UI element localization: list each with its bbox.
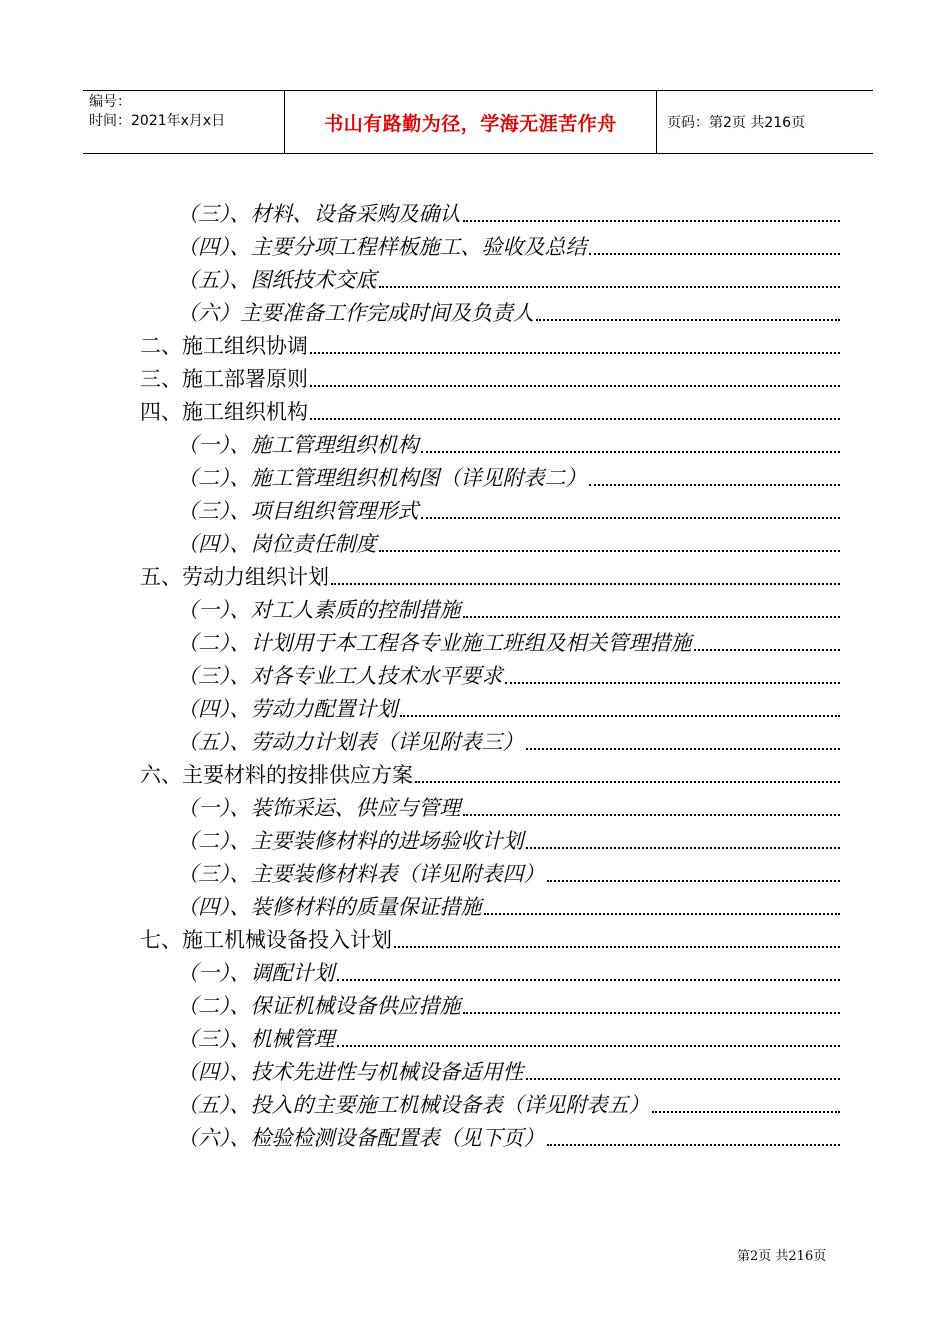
toc-entry-title: （一）、调配计划	[177, 961, 335, 985]
toc-entry-title: 六、主要材料的按排供应方案	[140, 763, 413, 787]
toc-leader-dots	[310, 418, 840, 420]
toc-leader-dots	[652, 1111, 841, 1113]
toc-entry-title: （三）、主要装修材料表（详见附表四）	[177, 862, 545, 886]
toc-entry[interactable]	[140, 227, 840, 260]
toc-leader-dots	[421, 517, 841, 519]
toc-entry[interactable]	[140, 689, 840, 722]
toc-leader-dots	[484, 913, 841, 915]
page-footer: 第2页 共216页	[737, 1249, 827, 1264]
toc-entry[interactable]	[140, 1085, 840, 1118]
toc-leader-dots	[463, 616, 841, 618]
toc-leader-dots	[589, 484, 841, 486]
toc-entry[interactable]	[140, 821, 840, 854]
page-header	[83, 90, 873, 154]
toc-entry[interactable]	[140, 392, 840, 425]
toc-leader-dots	[547, 880, 841, 882]
toc-entry-title: （五）、图纸技术交底	[177, 268, 377, 292]
toc-entry-title: （四）、岗位责任制度	[177, 532, 377, 556]
toc-entry-title: （四）、主要分项工程样板施工、验收及总结	[177, 235, 587, 259]
toc-leader-dots	[463, 814, 841, 816]
toc-entry-title: （二）、主要装修材料的进场验收计划	[177, 829, 524, 853]
toc-leader-dots	[526, 1078, 841, 1080]
toc-entry-title: （三）、机械管理	[177, 1027, 335, 1051]
toc-entry[interactable]	[140, 623, 840, 656]
toc-entry[interactable]	[140, 854, 840, 887]
toc-entry-title: （二）、保证机械设备供应措施	[177, 994, 461, 1018]
toc-entry-title: （四）、劳动力配置计划	[177, 697, 398, 721]
toc-leader-dots	[337, 1045, 841, 1047]
toc-entry[interactable]	[140, 953, 840, 986]
toc-leader-dots	[421, 451, 841, 453]
toc-entry-title: （五）、劳动力计划表（详见附表三）	[177, 730, 524, 754]
toc-entry-title: （二）、计划用于本工程各专业施工班组及相关管理措施	[177, 631, 692, 655]
toc-entry-title: （一）、对工人素质的控制措施	[177, 598, 461, 622]
toc-entry[interactable]	[140, 458, 840, 491]
toc-entry[interactable]	[140, 887, 840, 920]
table-of-contents	[140, 194, 840, 1151]
toc-entry[interactable]	[140, 293, 840, 326]
toc-leader-dots	[505, 682, 841, 684]
toc-entry[interactable]	[140, 194, 840, 227]
toc-leader-dots	[536, 319, 840, 321]
toc-leader-dots	[694, 649, 841, 651]
toc-entry[interactable]	[140, 755, 840, 788]
toc-entry[interactable]	[140, 524, 840, 557]
toc-entry[interactable]	[140, 722, 840, 755]
toc-entry-title: 七、施工机械设备投入计划	[140, 928, 392, 952]
toc-leader-dots	[379, 286, 841, 288]
toc-entry[interactable]	[140, 1118, 840, 1151]
toc-leader-dots	[394, 946, 840, 948]
toc-entry-title: （六）主要准备工作完成时间及负责人	[177, 301, 534, 325]
toc-entry[interactable]	[140, 326, 840, 359]
toc-entry-title: （六）、检验检测设备配置表（见下页）	[177, 1126, 545, 1150]
toc-entry-title: （四）、技术先进性与机械设备适用性	[177, 1060, 524, 1084]
toc-leader-dots	[526, 847, 841, 849]
toc-leader-dots	[589, 253, 841, 255]
toc-leader-dots	[400, 715, 841, 717]
toc-entry[interactable]	[140, 656, 840, 689]
header-motto: 书山有路勤为径，学海无涯苦作舟	[285, 91, 657, 153]
toc-entry-title: （四）、装修材料的质量保证措施	[177, 895, 482, 919]
toc-entry[interactable]	[140, 986, 840, 1019]
toc-entry[interactable]	[140, 260, 840, 293]
toc-entry[interactable]	[140, 590, 840, 623]
toc-entry-title: （一）、装饰采运、供应与管理	[177, 796, 461, 820]
toc-leader-dots	[415, 781, 840, 783]
toc-leader-dots	[337, 979, 841, 981]
header-meta	[83, 91, 285, 153]
toc-entry[interactable]	[140, 557, 840, 590]
toc-leader-dots	[310, 385, 840, 387]
toc-entry-title: （二）、施工管理组织机构图（详见附表二）	[177, 466, 587, 490]
toc-entry-title: （三）、材料、设备采购及确认	[177, 202, 461, 226]
toc-entry[interactable]	[140, 920, 840, 953]
toc-entry[interactable]	[140, 1052, 840, 1085]
toc-leader-dots	[310, 352, 840, 354]
toc-entry-title: （三）、项目组织管理形式	[177, 499, 419, 523]
toc-entry-title: 四、施工组织机构	[140, 400, 308, 424]
toc-leader-dots	[331, 583, 840, 585]
toc-leader-dots	[526, 748, 841, 750]
header-page-info: 页码：第2页 共216页	[667, 115, 806, 131]
toc-entry-title: （一）、施工管理组织机构	[177, 433, 419, 457]
document-number-label: 编号：	[89, 94, 131, 110]
toc-entry-title: （五）、投入的主要施工机械设备表（详见附表五）	[177, 1093, 650, 1117]
toc-entry[interactable]	[140, 1019, 840, 1052]
toc-leader-dots	[547, 1144, 841, 1146]
document-time-label: 时间：2021年x月x日	[89, 113, 226, 129]
toc-entry-title: （三）、对各专业工人技术水平要求	[177, 664, 503, 688]
toc-entry[interactable]	[140, 425, 840, 458]
toc-leader-dots	[463, 1012, 841, 1014]
toc-leader-dots	[379, 550, 841, 552]
toc-entry-title: 三、施工部署原则	[140, 367, 308, 391]
toc-entry-title: 二、施工组织协调	[140, 334, 308, 358]
toc-entry[interactable]	[140, 788, 840, 821]
toc-entry[interactable]	[140, 359, 840, 392]
toc-entry[interactable]	[140, 491, 840, 524]
toc-leader-dots	[463, 220, 841, 222]
toc-entry-title: 五、劳动力组织计划	[140, 565, 329, 589]
